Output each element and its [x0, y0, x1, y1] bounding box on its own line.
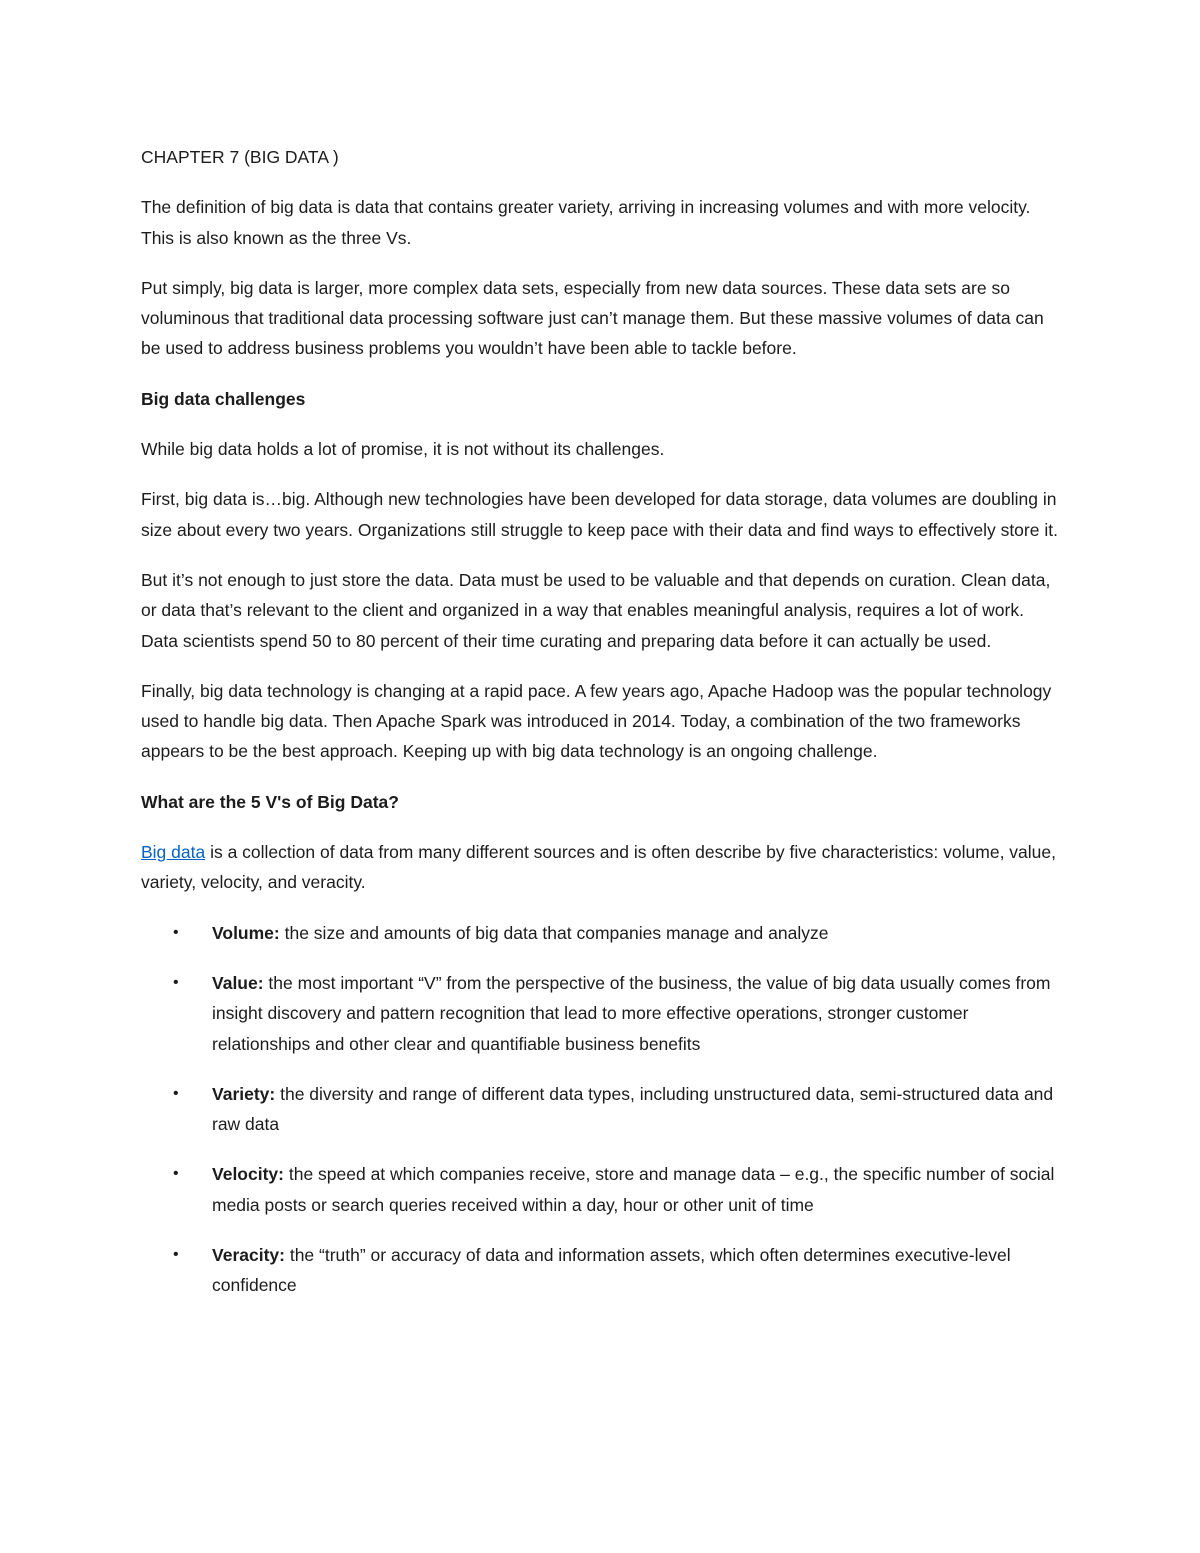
- list-item-text: the size and amounts of big data that companies manage and analyze: [279, 922, 829, 943]
- list-item-term: Value:: [212, 972, 264, 993]
- list-item-text: the “truth” or accuracy of data and information assets, which often determines executive-level confidence: [212, 1245, 1011, 1296]
- big-data-link[interactable]: Big data: [141, 842, 206, 863]
- definition-paragraph: The definition of big data is data that contains greater variety, arriving in increasing volumes and with more velocity. This is also known as the three Vs.: [141, 197, 1031, 248]
- list-item-volume: [173, 918, 1061, 948]
- list-item-term: Velocity:: [212, 1164, 284, 1185]
- five-vs-intro-text: is a collection of data from many different sources and is often describe by five characteristics: volume, value, variety, velocity, and veracity.: [141, 842, 1056, 893]
- five-vs-intro-paragraph: [141, 837, 1061, 898]
- finally-paragraph: Finally, big data technology is changing at a rapid pace. A few years ago, Apache Hadoop was the popular technology used to handle big data. Then Apache Spark was introduced in 2014. Today, a combination of the two frameworks appears to be the best approach. Keeping up with big data technology is an ongoing challenge.: [141, 680, 1052, 762]
- bullet-icon: •: [173, 973, 179, 991]
- bullet-icon: •: [173, 1246, 179, 1264]
- list-item-text: the speed at which companies receive, store and manage data – e.g., the specific number of social media posts or search queries received within a day, hour or other unit of time: [212, 1164, 1055, 1215]
- list-item-text: the diversity and range of different data types, including unstructured data, semi-structured data and raw data: [212, 1083, 1054, 1135]
- list-item-term: Veracity:: [212, 1245, 285, 1266]
- put-simply-paragraph: Put simply, big data is larger, more complex data sets, especially from new data sources. These data sets are so voluminous that traditional data processing software just can’t manage them. But these massive volumes of data can be used to address business problems you wouldn’t have been able to tackle before.: [141, 277, 1044, 359]
- list-item-veracity: [173, 1240, 1061, 1301]
- first-challenge-paragraph: First, big data is…big. Although new technologies have been developed for data storage, data volumes are doubling in size about every two years. Organizations still struggle to keep pace with their data and find ways to effectively store it.: [141, 489, 1058, 540]
- document-body: [141, 142, 1061, 1321]
- challenges-intro-paragraph: While big data holds a lot of promise, it is not without its challenges.: [141, 439, 665, 460]
- five-vs-heading: What are the 5 V's of Big Data?: [141, 791, 399, 812]
- bullet-icon: •: [173, 923, 179, 941]
- five-vs-list: [141, 918, 1061, 1301]
- bullet-icon: •: [173, 1165, 179, 1183]
- list-item-text: the most important “V” from the perspective of the business, the value of big data usually comes from insight discovery and pattern recognition that lead to more effective operations, stronger customer relationships and other clear and quantifiable business benefits: [212, 972, 1051, 1054]
- list-item-term: Volume:: [212, 922, 280, 943]
- list-item-velocity: [173, 1159, 1061, 1220]
- list-item-variety: [173, 1079, 1061, 1140]
- bullet-icon: •: [173, 1084, 179, 1102]
- list-item-term: Variety:: [212, 1083, 276, 1104]
- curation-paragraph: But it’s not enough to just store the data. Data must be used to be valuable and that depends on curation. Clean data, or data that’s relevant to the client and organized in a way that enables meaningful analysis, requires a lot of work. Data scientists spend 50 to 80 percent of their time curating and preparing data before it can actually be used.: [141, 569, 1051, 651]
- challenges-heading: Big data challenges: [141, 388, 306, 409]
- list-item-value: [173, 968, 1061, 1059]
- chapter-title: CHAPTER 7 (BIG DATA ): [141, 147, 339, 167]
